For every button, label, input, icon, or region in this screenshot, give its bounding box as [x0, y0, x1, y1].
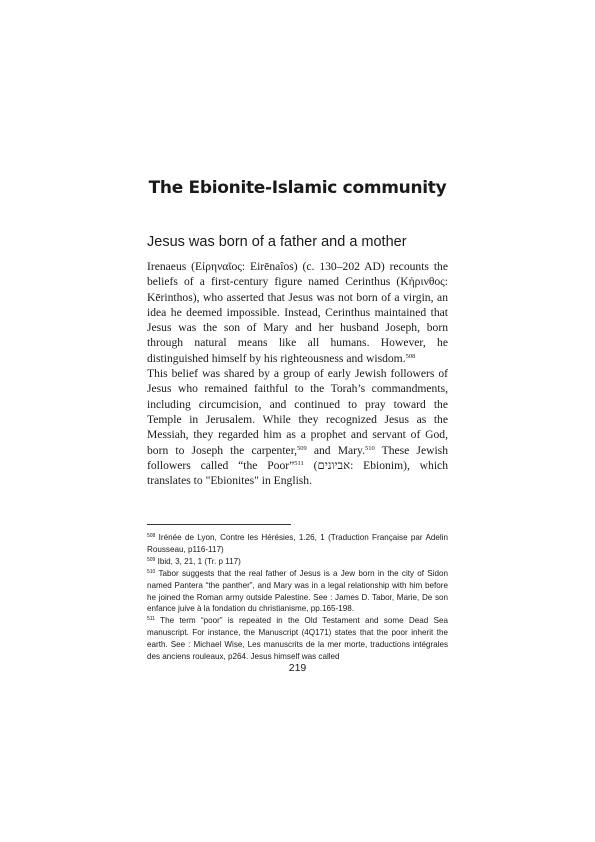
paragraph-1-text: Irenaeus (Εἰρηναῖος: Eirēnaîos) (c. 130–202 AD) recounts the beliefs of a first-century figure named Cerinthus (Κήρινθος: Kērinthos), who asserted that Jesus was not born of a virgin, an idea he deemed impossible. Instead, Cerinthus maintained that Jesus was the son of Mary and her husband Joseph, born through natural means like all humans. However, he distinguished himself by his righteousness and wisdom. [147, 260, 448, 365]
footnote-ref-510[interactable]: 510 [364, 444, 375, 452]
footnote-509 [147, 556, 448, 568]
footnote-ref-509[interactable]: 509 [297, 444, 307, 452]
footnote-ref-508[interactable]: 508 [405, 352, 416, 360]
paragraph-2-text-4: (אביונים: Ebionim), which translates to "Ebionites" in English. [147, 458, 448, 488]
page-number: 219 [288, 662, 307, 674]
footnote-number: 510 [147, 568, 156, 575]
paragraph-2-text-2: and Mary. [306, 443, 365, 457]
section-title: Jesus was born of a father and a mother [147, 234, 407, 250]
chapter-title: The Ebionite-Islamic community [148, 178, 447, 198]
footnote-511 [147, 615, 448, 663]
footnote-text: Irénée de Lyon, Contre les Hérésies, 1.26, 1 (Traduction Française par Adelin Rousseau, p116-117) [147, 533, 448, 554]
paragraph-2 [147, 366, 448, 488]
paragraph-2-text-3: These Jewish followers called “the Poor” [147, 443, 448, 472]
footnotes [147, 532, 448, 663]
body-text [147, 259, 448, 488]
footnote-ref-511[interactable]: 511 [294, 459, 304, 467]
footnote-text: Tabor suggests that the real father of Jesus is a Jew born in the city of Sidon named Pantera “the panther”, and Mary was in a legal relationship with him before he joined the Roman army outside Palestine. See : James D. Tabor, Marie, De son enfance juive à la fondation du christianisme, pp.165-198. [147, 568, 448, 614]
footnote-text: The term “poor” is repeated in the Old Testament and some Dead Sea manuscript. For instance, the Manuscript (4Q171) states that the poor inherit the earth. See : Michael Wise, Les manuscrits de la mer morte, traductions intégrales des anciens rouleaux, p264. Jesus himself was called [147, 616, 448, 662]
footnote-number: 509 [147, 556, 156, 563]
paragraph-1 [147, 259, 448, 366]
footnote-number: 508 [147, 533, 156, 539]
paragraph-2-text-1: This belief was shared by a group of early Jewish followers of Jesus who remained faithful to the Torah’s commandments, including circumcision, and continued to pray toward the Temple in Jerusalem. While they recognized Jesus as the Messiah, they regarded him as a prophet and servant of God, born to Joseph the carpenter, [147, 367, 448, 457]
footnote-number: 511 [147, 616, 155, 623]
footnote-508 [147, 532, 448, 556]
book-page [147, 0, 448, 842]
footnote-text: Ibid, 3, 21, 1 (Tr. p 117) [155, 556, 241, 566]
footnote-divider [147, 524, 291, 525]
footnote-510 [147, 568, 448, 616]
